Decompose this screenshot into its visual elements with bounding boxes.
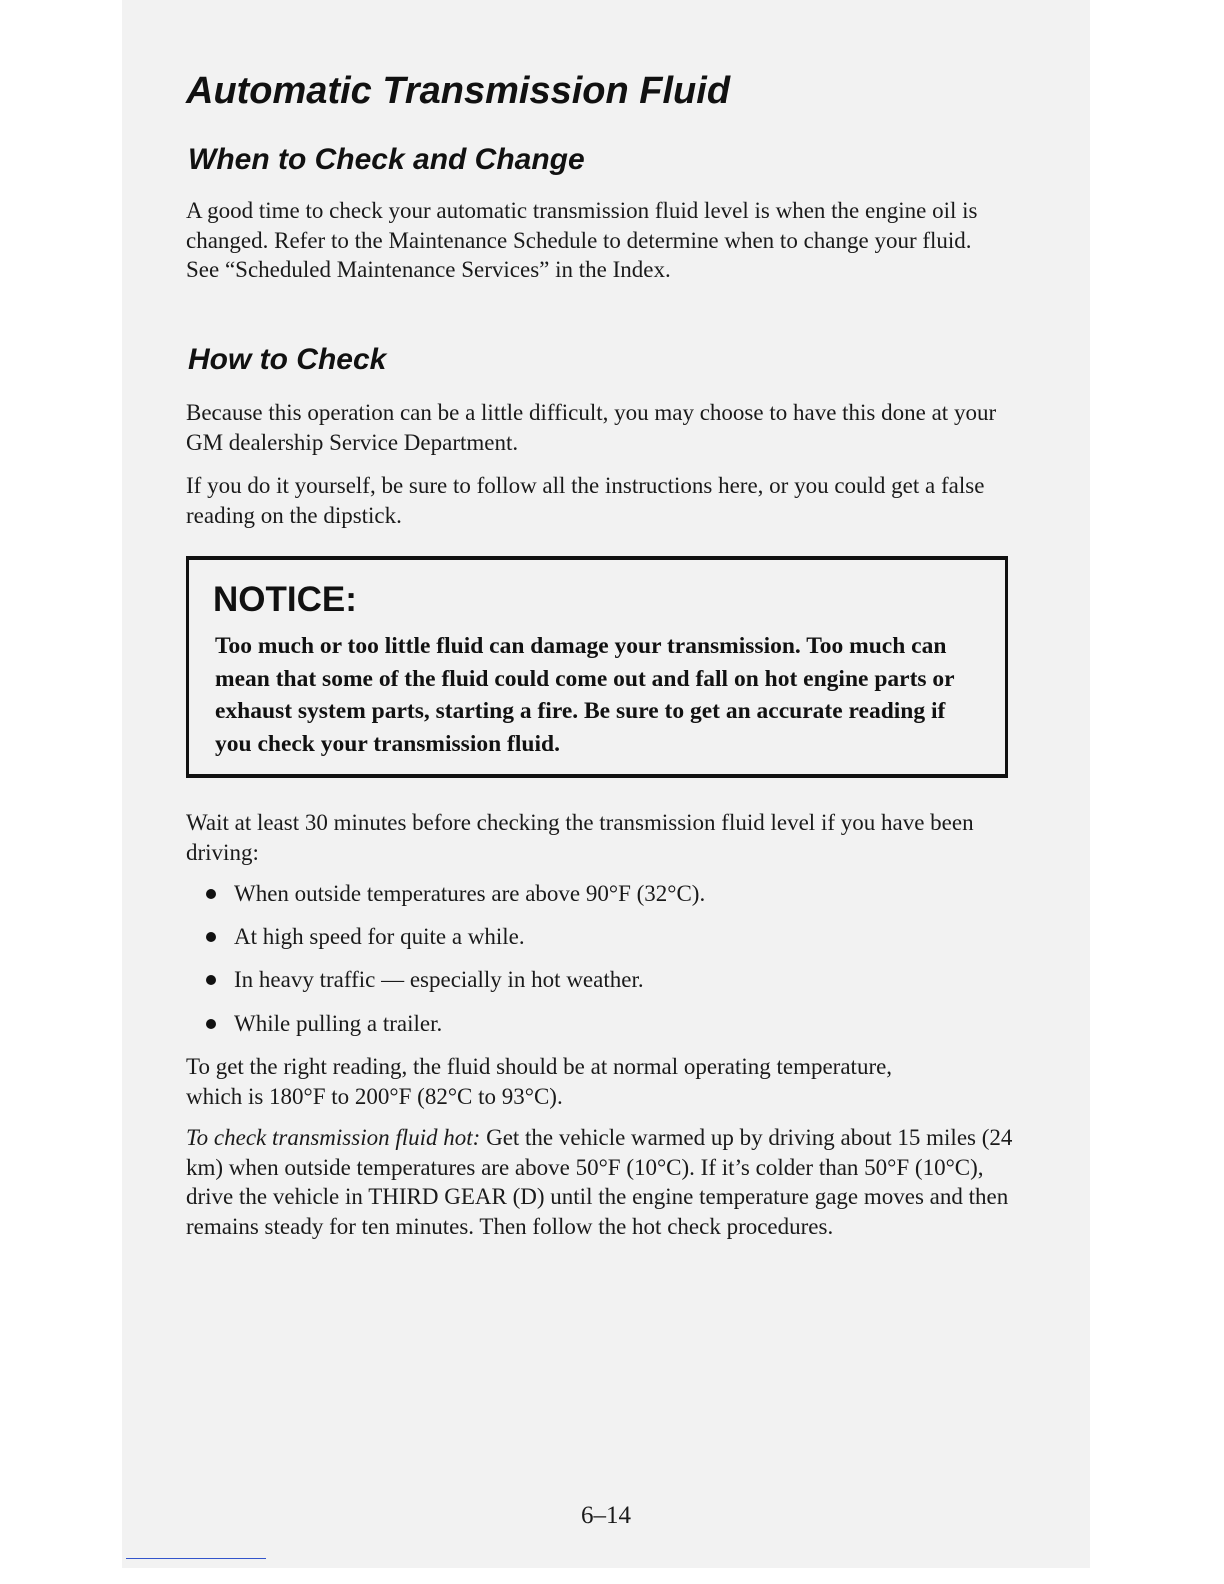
hot-check-lead: To check transmission fluid hot: xyxy=(186,1125,481,1150)
bullet-icon xyxy=(206,889,216,899)
notice-box xyxy=(186,556,1008,778)
wait-paragraph: Wait at least 30 minutes before checking the transmission fluid level if you have been driving: xyxy=(186,810,974,865)
manual-page xyxy=(122,0,1090,1568)
bullet-text: When outside temperatures are above 90°F (32°C). xyxy=(234,881,706,906)
right-reading-paragraph: To get the right reading, the fluid should be at normal operating temperature, which is 180°F to 200°F (82°C to 93°C). xyxy=(186,1054,893,1109)
notice-title: NOTICE: xyxy=(213,580,357,619)
bullet-item-3 xyxy=(206,965,644,994)
how-to-check-heading: How to Check xyxy=(188,343,387,376)
bullet-item-1 xyxy=(206,879,705,908)
bullet-item-2 xyxy=(206,922,525,951)
hot-check-paragraph xyxy=(186,1123,1016,1241)
bullet-icon xyxy=(206,1019,216,1029)
bullet-item-4 xyxy=(206,1009,442,1038)
how-to-check-paragraph-2: If you do it yourself, be sure to follow all the instructions here, or you could get a false reading on the dipstick. xyxy=(186,473,985,528)
page-number: 6–14 xyxy=(581,1502,631,1529)
footer-rule xyxy=(126,1558,266,1559)
bullet-text: While pulling a trailer. xyxy=(234,1011,443,1036)
bullet-text: In heavy traffic — especially in hot weather. xyxy=(234,967,644,992)
bullet-icon xyxy=(206,975,216,985)
hot-check-text: Get the vehicle warmed up by driving about 15 miles (24 km) when outside temperatures are above 50°F (10°C). If it’s colder than 50°F (10°C), drive the vehicle in THIRD GEAR (D) until the engine temperature gage moves and then remains steady for ten minutes. Then follow the hot check procedures. xyxy=(186,1125,1013,1239)
notice-text: Too much or too little fluid can damage your transmission. Too much can mean that some of the fluid could come out and fall on hot engine parts or exhaust system parts, starting a fire. Be sure to get an accurate reading if you check your transmission fluid. xyxy=(215,633,955,757)
bullet-icon xyxy=(206,932,216,942)
how-to-check-paragraph-1: Because this operation can be a little difficult, you may choose to have this done at your GM dealership Service Department. xyxy=(186,400,997,455)
page-title: Automatic Transmission Fluid xyxy=(186,70,731,112)
bullet-text: At high speed for quite a while. xyxy=(234,924,525,949)
when-to-check-paragraph: A good time to check your automatic transmission fluid level is when the engine oil is changed. Refer to the Maintenance Schedule to determine when to change your fluid. See “Scheduled Maintenance Services” in the Index. xyxy=(186,198,978,282)
when-to-check-heading: When to Check and Change xyxy=(188,143,585,176)
